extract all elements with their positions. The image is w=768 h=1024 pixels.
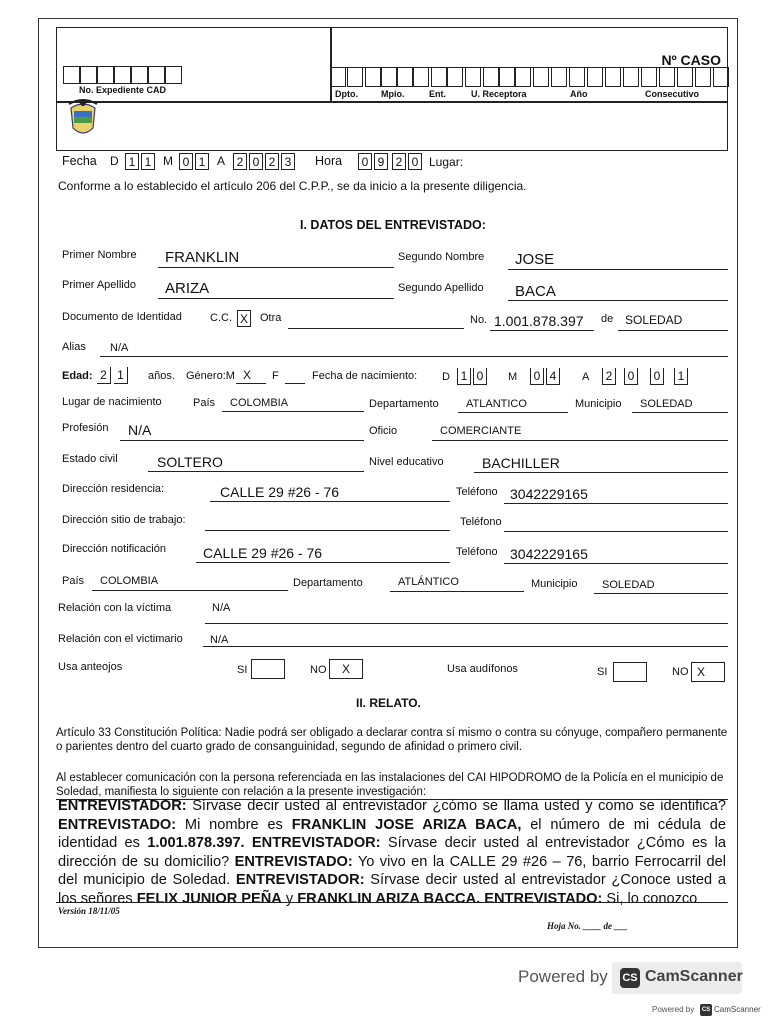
relato-bold: FELIX JUNIOR PEÑA [136,890,282,907]
col-consecutivo: Consecutivo [645,89,700,99]
alias-label: Alias [62,341,86,353]
nac-m-label: M [508,371,518,383]
segundo-apellido-value: BACA [515,283,556,300]
expediente-label: No. Expediente CAD [79,85,167,95]
hora-digit: 0 [358,153,372,170]
municipio2-value: SOLEDAD [602,579,655,591]
fecha-a-digit: 0 [249,153,263,170]
relato-bold: ENTREVISTADO: [484,890,603,907]
segundo-nombre-value: JOSE [515,251,555,268]
depto2-label: Departamento [293,577,363,589]
oficio-label: Oficio [369,425,398,437]
grid-cell [431,67,447,87]
nacimiento-label: Fecha de nacimiento: [312,370,418,382]
grid-cell [381,67,397,87]
nac-d-digit: 0 [473,368,487,385]
anteojos-no-box: X [329,659,363,679]
fecha-a-label: A [217,154,226,168]
dir-res-label: Dirección residencia: [62,483,165,495]
audifonos-si-box [613,662,647,682]
section1-title: I. DATOS DEL ENTREVISTADO: [300,218,486,232]
documento-label: Documento de Identidad [62,311,182,323]
estado-civil-label: Estado civil [62,453,118,465]
rel-victima-value: N/A [212,602,231,614]
audifonos-si-label: SI [597,666,608,678]
relato-text-segment: el número de mi cédula de identidad es [58,816,726,852]
watermark-powered-small: Powered by [652,1005,695,1014]
relato-text-segment: Si, lo conozco [602,890,698,907]
edad-digit: 1 [114,367,128,384]
version-text: Versión 18/11/05 [58,906,120,916]
depto-label: Departamento [369,398,439,410]
relato-bold: ENTREVISTADOR: [235,872,365,889]
grid-cell [165,66,182,84]
hora-label: Hora [315,154,343,168]
grid-cell [587,67,603,87]
grid-cell [347,67,363,87]
primer-apellido-value: ARIZA [165,280,210,297]
documento-value: 1.001.878.397 [494,313,584,329]
oficio-value: COMERCIANTE [440,425,522,437]
fecha-m-digit: 1 [195,153,209,170]
relato-text-segment: Mi nombre es [176,816,292,833]
articulo-text: Artículo 33 Constitución Política: Nadie podrá ser obligado a declarar contra sí mismo o contra su cónyuge, compañero permanente o parientes dentro del cuarto grado de consanguinidad, segundo de afinidad o primero civil. [56,727,728,753]
establecer-text: Al establecer comunicación con la persona referenciada en las instalaciones del CAI HIPODROMO de la Policía en el municipio de Soledad, manifiesta lo siguiente con relación a la presente investigación: [56,772,724,798]
lugar-nac-label: Lugar de nacimiento [62,396,162,408]
relato-bold: ENTREVISTADOR: [251,835,381,852]
grid-cell [465,67,481,87]
nac-a-digit: 0 [624,368,638,385]
fecha-d-digit: 1 [125,153,139,170]
anteojos-si-label: SI [237,664,248,676]
watermark-brand: CamScanner [645,968,743,985]
relato-text-segment [245,835,252,851]
grid-cell [623,67,639,87]
fecha-a-digit: 2 [233,153,247,170]
pais2-value: COLOMBIA [100,575,159,587]
grid-cell [413,67,429,87]
genero-label: Género:M [186,370,235,382]
primer-nombre-value: FRANKLIN [165,249,240,266]
rel-victimario-label: Relación con el victimario [58,633,183,645]
col-ano: Año [570,89,588,99]
audifonos-no-box: X [691,662,725,682]
relato-text [58,797,726,909]
watermark-badge [612,962,742,994]
relato-bold: FRANKLIN JOSE ARIZA BACA, [291,816,522,833]
estado-civil-value: SOLTERO [157,454,223,470]
section2-title: II. RELATO. [356,696,421,710]
anteojos-no-label: NO [310,664,327,676]
profesion-label: Profesión [62,422,109,434]
relato-bold: ENTREVISTADOR: [58,798,187,814]
fecha-d-digit: 1 [141,153,155,170]
fecha-m-digit: 0 [179,153,193,170]
dir-trabajo-label: Dirección sitio de trabajo: [62,514,186,526]
relato-text-segment: Sírvase decir usted al entrevistador ¿Conoce usted a los señores [58,872,726,907]
nivel-label: Nivel educativo [369,456,444,468]
camscanner-logo-small-icon: CS [700,1004,712,1016]
cc-checkbox: X [237,310,251,327]
grid-cell [713,67,729,87]
col-mpio: Mpio. [381,89,405,99]
nac-a-digit: 0 [650,368,664,385]
grid-cell [605,67,621,87]
grid-cell [97,66,114,84]
edad-digit: 2 [97,367,111,384]
grid-cell [148,66,165,84]
grid-cell [659,67,675,87]
header-box [56,27,728,151]
grid-cell [533,67,549,87]
grid-cell [397,67,413,87]
anos-label: años. [148,370,175,382]
col-dpto: Dpto. [335,89,358,99]
dir-not-label: Dirección notificación [62,543,166,555]
municipio2-label: Municipio [531,578,578,590]
grid-cell [569,67,585,87]
watermark-brand-small: CamScanner [714,1005,761,1014]
relato-bold: 1.001.878.397. [147,835,245,852]
grid-cell [641,67,657,87]
otra-label: Otra [260,312,282,324]
dir-res-value: CALLE 29 #26 - 76 [220,484,340,500]
telefono-label: Teléfono [456,486,498,498]
grid-cell [63,66,80,84]
grid-cell [677,67,693,87]
grid-cell [695,67,711,87]
fecha-m-label: M [163,154,173,168]
nac-m-digit: 4 [546,368,560,385]
caso-label: Nº CASO [661,52,721,68]
grid-cell [499,67,515,87]
nac-a-digit: 1 [674,368,688,385]
profesion-value: N/A [128,422,152,438]
hora-digit: 9 [374,153,388,170]
nivel-value: BACHILLER [482,455,560,471]
grid-cell [114,66,131,84]
rel-victima-label: Relación con la víctima [58,602,172,614]
fecha-a-digit: 3 [281,153,295,170]
anteojos-si-box [251,659,285,679]
telefono2-value: 3042229165 [510,546,588,562]
relato-text-segment: Sírvase decir usted al entrevistador ¿cómo se llama usted y como se identifica? [186,798,726,814]
relato-bold: ENTREVISTADO: [58,816,177,833]
municipio-nac-value: SOLEDAD [640,398,693,410]
fecha-d-label: D [110,154,119,168]
genero-f-label: F [272,370,279,382]
relato-text-segment: y [281,890,298,907]
hoja-text: Hoja No. ____ de ___ [547,921,628,931]
nac-m-digit: 0 [530,368,544,385]
nac-a-label: A [582,371,590,383]
primer-nombre-label: Primer Nombre [62,249,137,261]
nac-a-digit: 2 [602,368,616,385]
telefono2-label: Teléfono [456,546,498,558]
primer-apellido-label: Primer Apellido [62,279,136,291]
col-receptora: U. Receptora [471,89,527,99]
documento-de-value: SOLEDAD [625,313,683,327]
grid-cell [131,66,148,84]
genero-m-mark: X [243,368,252,382]
pais-nac-value: COLOMBIA [230,397,289,409]
col-ent: Ent. [429,89,446,99]
lugar-label: Lugar: [429,155,464,169]
grid-cell [330,67,346,87]
relato-bold: FRANKLIN ARIZA BACCA. [297,890,481,907]
municipio-label: Municipio [575,398,622,410]
segundo-nombre-label: Segundo Nombre [398,251,485,263]
nac-d-digit: 1 [457,368,471,385]
relato-text-segment: Sírvase decir usted al entrevistador ¿Cómo es la dirección de su domicilio? [58,835,726,870]
no-label: No. [470,314,488,326]
grid-cell [365,67,381,87]
grid-cell [447,67,463,87]
camscanner-logo-icon: CS [620,968,640,988]
relato-text-segment: Yo vivo en la CALLE 29 #26 – 76, barrio Ferrocarril del del municipio de Soledad. [58,853,726,889]
alias-value: N/A [110,342,129,354]
de-label: de [601,313,614,325]
cc-label: C.C. [210,312,232,324]
telefono-trabajo-label: Teléfono [460,516,502,528]
telefono-value: 3042229165 [510,486,588,502]
grid-cell [551,67,567,87]
watermark-powered: Powered by [518,967,608,986]
rel-victimario-value: N/A [210,634,229,646]
grid-cell [80,66,97,84]
intro-text: Conforme a lo establecido el artículo 206 del C.P.P., se da inicio a la presente diligencia. [58,179,527,193]
grid-cell [515,67,531,87]
hora-digit: 0 [408,153,422,170]
relato-bold: ENTREVISTADO: [234,853,353,870]
depto2-value: ATLÁNTICO [398,576,459,588]
audifonos-no-label: NO [672,666,689,678]
segundo-apellido-label: Segundo Apellido [398,282,484,294]
pais-label: País [193,397,216,409]
pais2-label: País [62,575,85,587]
hora-digit: 2 [392,153,406,170]
grid-cell [483,67,499,87]
dir-not-value: CALLE 29 #26 - 76 [203,545,323,561]
depto-nac-value: ATLANTICO [466,398,527,410]
anteojos-label: Usa anteojos [58,661,123,673]
nac-d-label: D [442,371,450,383]
edad-label: Edad: [62,370,93,382]
fecha-a-digit: 2 [265,153,279,170]
audifonos-label: Usa audífonos [447,663,518,675]
fecha-label: Fecha [62,154,97,168]
coat-of-arms-icon [63,98,103,140]
